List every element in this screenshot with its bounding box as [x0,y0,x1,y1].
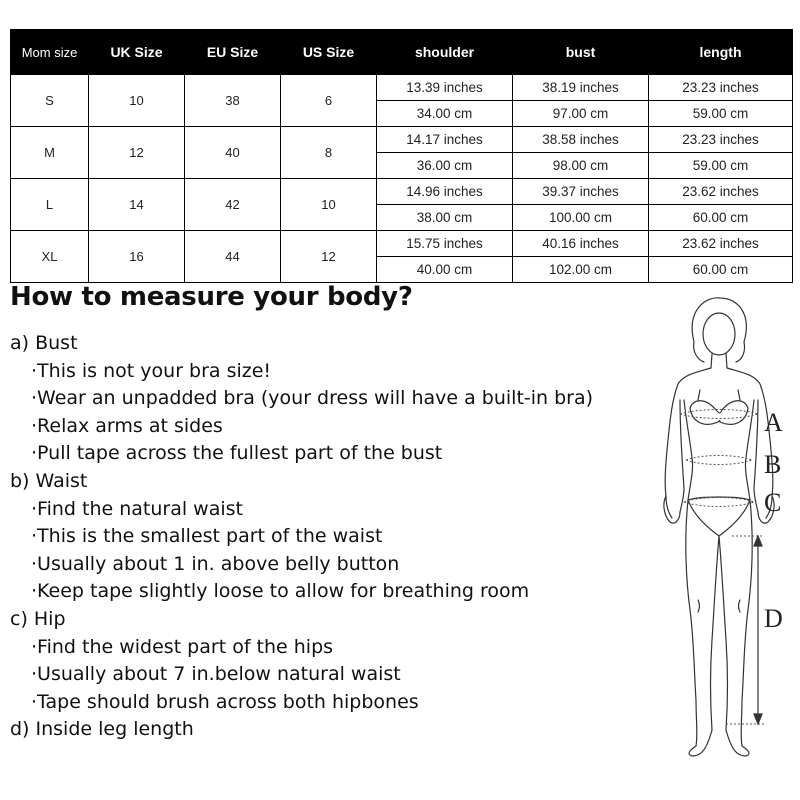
header-length: length [649,30,793,75]
uk-size-cell: 14 [89,179,185,231]
length-cm: 60.00 cm [692,210,749,225]
shoulder-cell [377,127,513,179]
shoulder-cm: 40.00 cm [416,262,473,277]
bust-cm: 98.00 cm [552,158,609,173]
section-label: d) Inside leg length [10,718,194,741]
section-label: a) Bust [10,332,78,354]
tip-item: ·Find the widest part of the hips [31,635,334,658]
us-size-cell: 12 [281,231,377,283]
measure-heading: How to measure your body? [10,282,413,312]
tip-item: ·Keep tape slightly loose to allow for breathing room [31,580,530,603]
shoulder-inches: 14.96 inches [377,179,512,205]
size-chart-header-row [11,30,793,75]
mom-size-cell: S [11,75,89,127]
us-size-cell: 6 [281,75,377,127]
bust-inches: 39.37 inches [513,179,648,205]
eu-size-cell: 40 [185,127,281,179]
bust-cell [513,75,649,127]
shoulder-cell [377,231,513,283]
header-shoulder: shoulder [377,30,513,75]
bust-cell [513,231,649,283]
marker-a: A [764,408,783,437]
marker-b: B [764,450,782,479]
marker-d: D [764,604,783,633]
bust-inches: 40.16 inches [513,231,648,257]
shoulder-inches: 15.75 inches [377,231,512,257]
tip-item: ·Tape should brush across both hipbones [31,690,419,713]
measure-instructions [10,330,610,744]
shoulder-cm: 36.00 cm [416,158,473,173]
length-cm: 59.00 cm [692,158,749,173]
header-eu-size: EU Size [185,30,281,75]
us-size-cell: 8 [281,127,377,179]
uk-size-cell: 16 [89,231,185,283]
shoulder-cm: 34.00 cm [416,106,473,121]
header-uk-size: UK Size [89,30,185,75]
tip-item: ·Find the natural waist [31,497,243,520]
length-inches: 23.62 inches [649,179,792,205]
header-mom-size: Mom size [11,30,89,75]
shoulder-inches: 14.17 inches [377,127,512,153]
bust-inches: 38.58 inches [513,127,648,153]
bust-cell [513,179,649,231]
mom-size-cell: L [11,179,89,231]
bust-cell [513,127,649,179]
uk-size-cell: 10 [89,75,185,127]
length-inches: 23.23 inches [649,127,792,153]
us-size-cell: 10 [281,179,377,231]
length-cm: 60.00 cm [692,262,749,277]
section-label: c) Hip [10,607,66,630]
size-chart-table [10,29,793,283]
shoulder-inches: 13.39 inches [377,75,512,101]
table-row [11,127,793,179]
length-inches: 23.62 inches [649,231,792,257]
mom-size-cell: XL [11,231,89,283]
length-cell [649,231,793,283]
tip-item: ·Wear an unpadded bra (your dress will have a built-in bra) [31,387,594,410]
shoulder-cell [377,75,513,127]
shoulder-cm: 38.00 cm [416,210,473,225]
table-row [11,179,793,231]
length-inches: 23.23 inches [649,75,792,101]
header-bust: bust [513,30,649,75]
tip-item: ·Usually about 7 in.below natural waist [31,663,401,686]
uk-size-cell: 12 [89,127,185,179]
eu-size-cell: 38 [185,75,281,127]
tip-item: ·Pull tape across the fullest part of the bust [31,442,443,465]
section-label: b) Waist [10,469,88,492]
tip-item: ·This is not your bra size! [31,359,272,382]
mom-size-cell: M [11,127,89,179]
body-measurement-illustration-icon [640,290,800,760]
length-cell [649,179,793,231]
bust-cm: 100.00 cm [548,210,613,225]
table-row [11,75,793,127]
length-cell [649,127,793,179]
body-figure [640,290,800,760]
bust-cm: 97.00 cm [552,106,609,121]
eu-size-cell: 44 [185,231,281,283]
length-cm: 59.00 cm [692,106,749,121]
bust-cm: 102.00 cm [548,262,613,277]
marker-c: C [764,488,782,517]
shoulder-cell [377,179,513,231]
length-cell [649,75,793,127]
header-us-size: US Size [281,30,377,75]
eu-size-cell: 42 [185,179,281,231]
tip-item: ·Relax arms at sides [31,414,223,437]
table-row [11,231,793,283]
tip-item: ·Usually about 1 in. above belly button [31,552,400,575]
tip-item: ·This is the smallest part of the waist [31,525,383,548]
bust-inches: 38.19 inches [513,75,648,101]
